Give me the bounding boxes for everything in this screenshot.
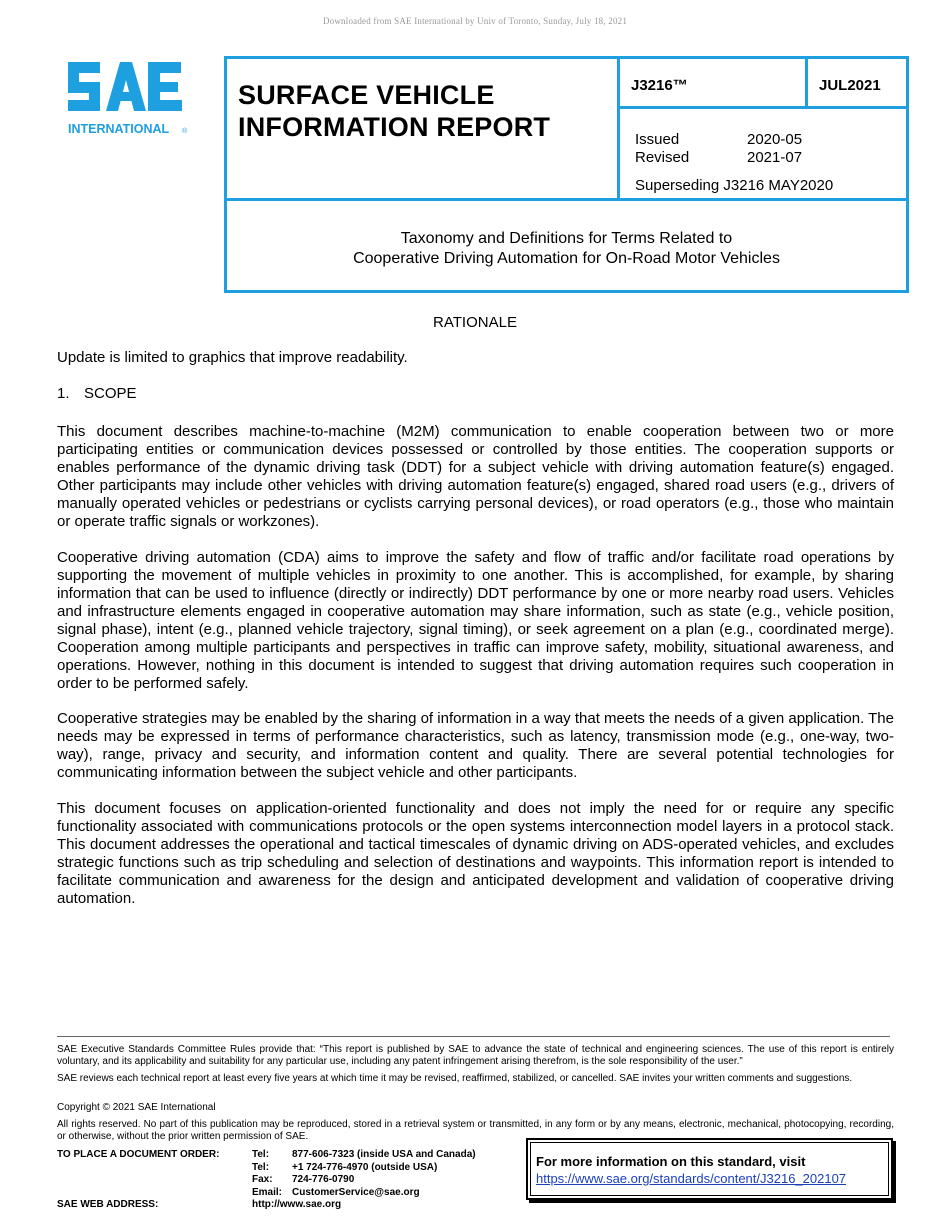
scope-paragraph-3: Cooperative strategies may be enabled by the sharing of information in a way that meets the needs of a given application. The needs may be expressed in terms of performance characteristics, such as latency, transmission mode (e.g., one-way, two-way), range, privacy and security, and information content and quality. There are several potential technologies for communicating information between the subject vehicle and other participants.	[57, 710, 894, 781]
review-note: SAE reviews each technical report at least every five years at which time it may be revised, reaffirmed, stabilized, or cancelled. SAE invites your written comments and suggestions.	[57, 1073, 853, 1084]
order-label: TO PLACE A DOCUMENT ORDER:	[57, 1149, 220, 1160]
tel2-label: Tel:	[252, 1161, 270, 1173]
revised-label: Revised	[635, 149, 690, 166]
document-number: J3216™	[631, 77, 688, 94]
logo-registered-mark: ®	[182, 128, 188, 135]
email-value[interactable]: CustomerService@sae.org	[292, 1186, 420, 1198]
title-line-1: SURFACE VEHICLE	[238, 80, 495, 110]
document-date: JUL2021	[819, 77, 881, 94]
fax-value: 724-776-0790	[292, 1174, 355, 1185]
document-type-title	[238, 79, 550, 143]
rights-note: All rights reserved. No part of this publication may be reproduced, stored in a retrieval system or transmitted, in any form or by any means, electronic, mechanical, photocopying, recording, or otherwise, without the prior written permission of SAE.	[57, 1119, 894, 1142]
sae-logo	[68, 60, 198, 140]
footer-divider	[57, 1036, 890, 1037]
rationale-text: Update is limited to graphics that improve readability.	[57, 349, 408, 366]
revised-value: 2021-07	[747, 149, 803, 166]
standard-link[interactable]: https://www.sae.org/standards/content/J3216_202107	[536, 1171, 847, 1186]
subtitle-line-2: Cooperative Driving Automation for On-Road Motor Vehicles	[353, 250, 780, 267]
scope-paragraph-4: This document focuses on application-oriented functionality and does not imply the need for or require any specific functionality associated with communications protocols or the open systems interconnection model layers in a protocol stack. This document addresses the operational and tactical timescales of dynamic driving on ADS-operated vehicles, and excludes strategic functions such as trip scheduling and selection of destinations and waypoints. This information report is intended to facilitate communication and awareness for the design and anticipated development and validation of cooperative driving automation.	[57, 800, 894, 907]
logo-subtitle: INTERNATIONAL	[68, 122, 170, 136]
scope-paragraph-2: Cooperative driving automation (CDA) aims to improve the safety and flow of traffic and/or facilitate road operations by supporting the movement of multiple vehicles in proximity to one another. This is accomplished, for example, by sharing information that can be used to influence (directly or indirectly) DDT performance by one or more nearby road users. Vehicles and infrastructure elements engaged in cooperative automation may share information, such as state (e.g., vehicle position, signal phase), intent (e.g., planned vehicle trajectory, signal timing), or seek agreement on a plan (e.g., coordinated merge). Cooperation among multiple participants and perspectives in traffic can improve safety, mobility, situational awareness, and operations. However, nothing in this document is intended to suggest that driving automation requires such cooperation in order to be performed safely.	[57, 549, 894, 692]
document-number-cell	[620, 59, 808, 109]
rationale-heading: RATIONALE	[433, 314, 517, 331]
issued-value: 2020-05	[747, 131, 803, 148]
tel1-value: 877-606-7323 (inside USA and Canada)	[292, 1149, 476, 1160]
subtitle-line-1: Taxonomy and Definitions for Terms Related to	[400, 230, 733, 247]
document-date-cell	[808, 59, 906, 109]
tel2-value: +1 724-776-4970 (outside USA)	[292, 1161, 438, 1173]
title-line-2: INFORMATION REPORT	[238, 112, 551, 142]
title-cell	[227, 59, 620, 201]
issued-label: Issued	[635, 131, 680, 148]
superseding-note: Superseding J3216 MAY2020	[635, 177, 834, 194]
scope-title: SCOPE	[84, 385, 137, 402]
email-label: Email:	[252, 1186, 283, 1198]
document-subtitle	[227, 201, 906, 290]
tel1-label: Tel:	[252, 1149, 270, 1160]
order-info	[57, 1149, 527, 1219]
copyright-note: Copyright © 2021 SAE International	[57, 1102, 216, 1113]
committee-rules-note: SAE Executive Standards Committee Rules provide that: “This report is published by SAE to advance the state of technical and engineering sciences. The use of this report is entirely voluntary, and its applicability and suitability for any particular use, including any patent infringement arising therefrom, is the sole responsibility of the user.”	[57, 1044, 894, 1067]
fax-label: Fax:	[252, 1174, 273, 1185]
scope-paragraph-1: This document describes machine-to-machine (M2M) communication to enable cooperation between two or more participating entities or communication devices possessed or controlled by those entities. The cooperation supports or enables performance of the dynamic driving task (DDT) for a subject vehicle with driving automation feature(s) engaged. Other participants may include other vehicles with driving automation feature(s) engaged, shared road users (e.g., drivers of manually operated vehicles or pedestrians or cyclists carrying personal devices), or road operators (e.g., those who maintain or operate traffic signals or workzones).	[57, 423, 894, 530]
more-info-box	[526, 1138, 893, 1200]
more-info-inner-border	[530, 1142, 889, 1196]
more-info-heading: For more information on this standard, visit	[536, 1154, 806, 1169]
scope-heading	[57, 385, 137, 402]
sae-logo-mark	[68, 60, 198, 140]
document-header-box	[224, 56, 909, 293]
web-address-label: SAE WEB ADDRESS:	[57, 1199, 159, 1210]
issue-info-cell	[620, 109, 906, 201]
scope-number: 1.	[57, 385, 70, 402]
download-note: Downloaded from SAE International by Univ of Toronto, Sunday, July 18, 2021	[322, 16, 628, 26]
web-address-value[interactable]: http://www.sae.org	[252, 1199, 342, 1210]
